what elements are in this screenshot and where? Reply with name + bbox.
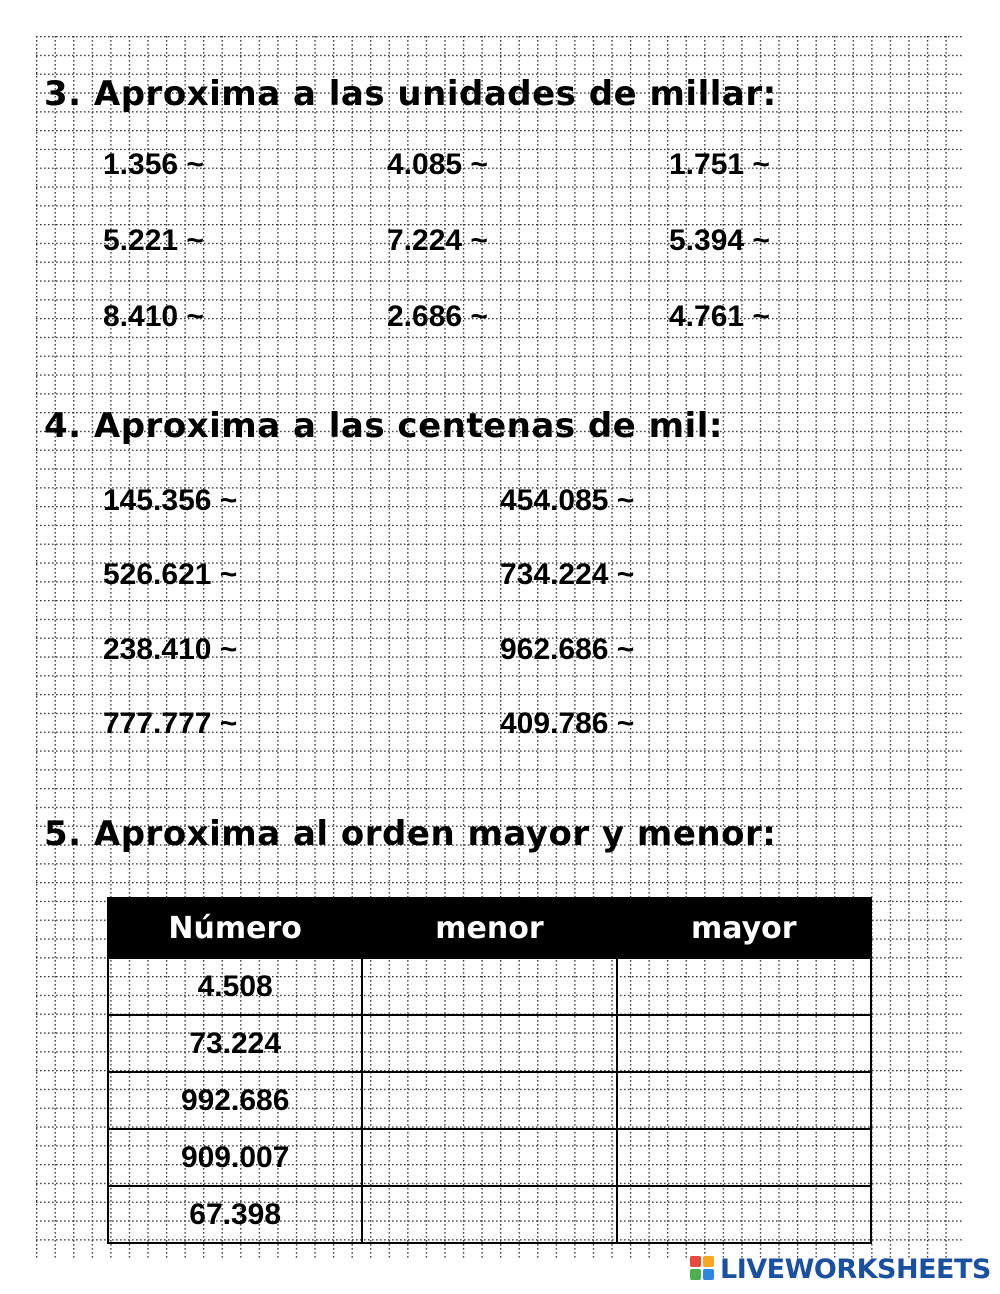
number-cell: 67.398 — [108, 1186, 362, 1243]
s4-item: 409.786 ~ — [500, 707, 635, 740]
mayor-answer-cell[interactable] — [617, 1072, 871, 1129]
number-cell: 4.508 — [108, 958, 362, 1015]
menor-answer-cell[interactable] — [362, 1186, 616, 1243]
s4-item: 962.686 ~ — [500, 633, 635, 666]
s3-item: 7.224 ~ — [387, 224, 488, 257]
menor-answer-cell[interactable] — [362, 1072, 616, 1129]
table-row — [108, 1072, 871, 1129]
mayor-answer-cell[interactable] — [617, 958, 871, 1015]
table-row — [108, 1129, 871, 1186]
number-cell: 73.224 — [108, 1015, 362, 1072]
s3-item: 4.085 ~ — [387, 148, 488, 181]
table-row — [108, 958, 871, 1015]
table-row — [108, 1015, 871, 1072]
s4-item: 145.356 ~ — [103, 484, 238, 517]
s4-item: 734.224 ~ — [500, 558, 635, 591]
s4-item: 526.621 ~ — [103, 558, 238, 591]
header-numero: Número — [108, 898, 362, 958]
logo-text: LIVEWORKSHEETS — [720, 1253, 991, 1285]
menor-answer-cell[interactable] — [362, 1129, 616, 1186]
mayor-answer-cell[interactable] — [617, 1015, 871, 1072]
menor-answer-cell[interactable] — [362, 1015, 616, 1072]
mayor-answer-cell[interactable] — [617, 1129, 871, 1186]
liveworksheets-logo — [690, 1252, 991, 1286]
s4-item: 454.085 ~ — [500, 484, 635, 517]
section-3-title: 3. Aproxima a las unidades de millar: — [44, 74, 777, 114]
section-5-title: 5. Aproxima al orden mayor y menor: — [44, 814, 777, 854]
header-menor: menor — [362, 898, 616, 958]
s3-item: 2.686 ~ — [387, 300, 488, 333]
logo-blocks-icon — [690, 1256, 716, 1282]
header-mayor: mayor — [617, 898, 871, 958]
s4-item: 777.777 ~ — [103, 707, 238, 740]
rounding-table — [107, 897, 872, 1244]
number-cell: 992.686 — [108, 1072, 362, 1129]
s4-item: 238.410 ~ — [103, 633, 238, 666]
s3-item: 1.751 ~ — [669, 148, 770, 181]
s3-item: 5.221 ~ — [103, 224, 204, 257]
section-4-title: 4. Aproxima a las centenas de mil: — [44, 406, 723, 446]
s3-item: 1.356 ~ — [103, 148, 204, 181]
mayor-answer-cell[interactable] — [617, 1186, 871, 1243]
menor-answer-cell[interactable] — [362, 958, 616, 1015]
s3-item: 8.410 ~ — [103, 300, 204, 333]
s3-item: 4.761 ~ — [669, 300, 770, 333]
number-cell: 909.007 — [108, 1129, 362, 1186]
table-row — [108, 1186, 871, 1243]
s3-item: 5.394 ~ — [669, 224, 770, 257]
